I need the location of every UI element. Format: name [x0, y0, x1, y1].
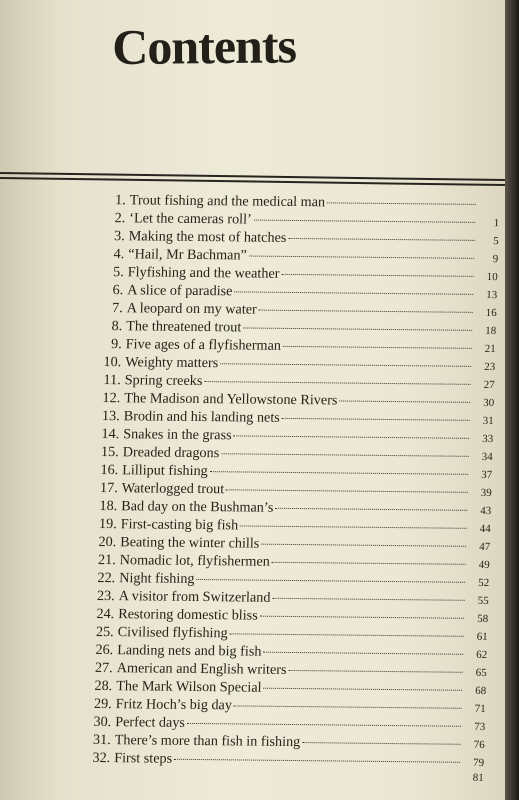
- toc-dot-leader: [234, 435, 470, 438]
- toc-entry-number: 27.: [94, 659, 113, 677]
- toc-entry-page: 39: [480, 486, 492, 500]
- toc-entry-number: 7.: [111, 300, 123, 317]
- toc-entry-page: 30: [483, 396, 495, 410]
- toc-entry-title: Perfect days: [114, 714, 186, 731]
- page-edge-shadow: [505, 0, 519, 800]
- page-title: Contents: [111, 17, 297, 75]
- toc-entry-title: Civilised flyfishing: [117, 624, 228, 642]
- toc-entry-title: First steps: [113, 750, 173, 767]
- toc-dot-leader: [327, 202, 476, 205]
- toc-entry-page: 62: [475, 648, 488, 662]
- toc-entry-number: 23.: [96, 587, 115, 605]
- toc-trailing-row: [87, 768, 483, 790]
- toc-entry-number: 3.: [113, 228, 125, 245]
- toc-entry-page: 79: [472, 756, 485, 770]
- toc-entry-number: 11.: [103, 372, 121, 389]
- toc-dot-leader: [272, 562, 466, 565]
- toc-entry-title: First-casting big fish: [120, 516, 239, 534]
- toc-entry-number: 10.: [103, 354, 122, 371]
- toc-entry-title: Weighty matters: [125, 354, 219, 372]
- toc-entry-page: 10: [486, 271, 498, 284]
- toc-entry-number: 26.: [95, 641, 114, 659]
- toc-entry-number: 16.: [100, 461, 119, 479]
- toc-dot-leader: [259, 310, 473, 313]
- toc-entry-number: 17.: [99, 479, 118, 497]
- toc-entry-number: 22.: [97, 569, 116, 587]
- toc-entry-page: 43: [480, 504, 492, 518]
- toc-entry-title: Brodin and his landing nets: [123, 408, 281, 426]
- toc-entry-page: 5: [493, 235, 499, 248]
- toc-entry-number: 15.: [100, 443, 119, 461]
- toc-dot-leader: [204, 381, 470, 385]
- toc-entry-page: 65: [475, 666, 487, 680]
- toc-dot-leader: [221, 453, 468, 457]
- toc-entry-title: The Madison and Yellowstone Rivers: [124, 390, 338, 409]
- toc-entry-title: “Hail, Mr Bachman”: [128, 246, 248, 264]
- toc-entry-title: A visitor from Switzerland: [118, 588, 271, 606]
- toc-dot-leader: [288, 670, 462, 673]
- toc-entry-page: 52: [478, 576, 490, 590]
- toc-dot-leader: [187, 723, 461, 727]
- toc-entry-number: 30.: [93, 713, 112, 731]
- toc-dot-leader: [264, 688, 463, 691]
- toc-entry-number: 2.: [114, 210, 126, 227]
- toc-entry-title: American and English writers: [116, 660, 287, 678]
- toc-entry-title: Night fishing: [118, 570, 195, 587]
- toc-entry-title: A leopard on my water: [126, 300, 257, 318]
- toc-entry-page: 47: [479, 540, 491, 554]
- toc-entry-number: 6.: [112, 282, 124, 299]
- toc-entry-title: Flyfishing and the weather: [127, 264, 280, 282]
- toc-dot-leader: [230, 633, 464, 636]
- toc-entry-title: ‘Let the cameras roll’: [129, 210, 252, 228]
- toc-dot-leader: [302, 742, 460, 745]
- toc-entry-number: 32.: [92, 749, 111, 767]
- toc-entry-page: 18: [485, 325, 497, 338]
- toc-entry-title: Trout fishing and the medical man: [129, 192, 326, 211]
- toc-trailing-page: 81: [472, 771, 484, 785]
- toc-entry-number: 29.: [93, 695, 112, 713]
- toc-dot-leader: [282, 418, 470, 421]
- toc-dot-leader: [288, 238, 474, 241]
- toc-entry-page: 23: [484, 360, 496, 374]
- toc-entry-page: 61: [476, 630, 488, 644]
- toc-dot-leader: [210, 471, 468, 475]
- toc-dot-leader: [220, 363, 471, 367]
- toc-dot-leader: [261, 544, 466, 547]
- toc-dot-leader: [174, 759, 460, 763]
- toc-dot-leader: [234, 291, 473, 295]
- toc-entry-page: 21: [484, 342, 496, 356]
- toc-dot-leader: [283, 346, 472, 349]
- toc-entry-number: 19.: [98, 515, 117, 533]
- toc-entry-page: 1: [493, 217, 500, 230]
- toc-entry-title: There’s more than fish in fishing: [114, 732, 301, 751]
- toc-dot-leader: [339, 400, 470, 402]
- toc-entry-title: Fritz Hoch’s big day: [115, 696, 233, 714]
- toc-dot-leader: [249, 256, 474, 259]
- toc-entry-page: 76: [473, 738, 485, 752]
- toc-entry-page: 55: [477, 594, 489, 608]
- toc-entry-number: 9.: [110, 336, 122, 353]
- toc-entry-title: The Mark Wilson Special: [115, 678, 262, 696]
- toc-entry-number: 5.: [112, 264, 124, 281]
- toc-entry-number: 18.: [99, 497, 118, 515]
- toc-dot-leader: [281, 274, 473, 277]
- toc-entry-number: 28.: [94, 677, 113, 695]
- toc-entry-number: 24.: [96, 605, 115, 623]
- toc-dot-leader: [226, 489, 468, 493]
- toc-entry-number: 20.: [98, 533, 117, 551]
- toc-entry-number: 8.: [111, 318, 123, 335]
- toc-entry-title: Beating the winter chills: [120, 534, 260, 552]
- toc-entry-number: 21.: [97, 551, 116, 569]
- toc-dot-leader: [196, 579, 465, 583]
- toc-entry-page: 73: [473, 720, 486, 734]
- toc-dot-leader: [234, 705, 462, 708]
- toc-entry-page: 44: [479, 522, 491, 536]
- toc-entry-page: 27: [483, 378, 495, 392]
- toc-entry-title: Five ages of a flyfisherman: [125, 336, 282, 354]
- toc-dot-leader: [260, 616, 465, 619]
- toc-entry-page: 31: [482, 414, 494, 428]
- toc-entry-title: Waterlogged trout: [121, 480, 225, 498]
- toc-entry-page: 37: [481, 468, 493, 482]
- toc-entry-title: A slice of paradise: [127, 282, 233, 300]
- toc-entry-page: 9: [492, 253, 499, 266]
- toc-entry-page: 71: [474, 702, 486, 716]
- toc-entry-title: Restoring domestic bliss: [117, 606, 258, 624]
- toc-dot-leader: [263, 652, 463, 655]
- toc-entry-number: 4.: [113, 246, 125, 263]
- toc-entry-number: 31.: [92, 731, 111, 749]
- toc-entry-number: 1.: [114, 192, 126, 209]
- toc-entry-title: Making the most of hatches: [128, 228, 287, 246]
- toc-entry-page: 13: [486, 289, 498, 302]
- toc-entry-title: Landing nets and big fish: [116, 642, 262, 660]
- toc-entry-number: 12.: [102, 389, 121, 407]
- toc-entry-page: 34: [481, 450, 493, 464]
- toc-entry-title: Dreaded dragons: [122, 444, 220, 462]
- toc-entry-title: The threatened trout: [126, 318, 242, 336]
- toc-entry-number: 13.: [101, 407, 120, 425]
- toc-entry-page: 58: [476, 612, 489, 626]
- toc-entry-title: Nomadic lot, flyfishermen: [119, 552, 271, 570]
- toc-entry-page: 68: [474, 684, 487, 698]
- toc-dot-leader: [272, 598, 464, 601]
- toc-entry-title: Snakes in the grass: [123, 426, 232, 444]
- toc-dot-leader: [240, 525, 467, 528]
- toc-entry-page: 16: [485, 307, 497, 320]
- toc-entry-title: Lilliput fishing: [122, 462, 208, 480]
- toc-entry-title: Spring creeks: [124, 372, 203, 390]
- toc-dot-leader: [275, 508, 467, 511]
- toc-entry-number: 25.: [95, 623, 114, 641]
- toc-entry-page: 49: [478, 558, 490, 572]
- toc-entry-page: 33: [482, 432, 494, 446]
- table-of-contents: [87, 192, 500, 790]
- toc-dot-leader: [243, 327, 472, 330]
- toc-entry-number: 14.: [101, 425, 120, 443]
- toc-entry-title: Bad day on the Bushman’s: [121, 498, 274, 516]
- toc-dot-leader: [254, 220, 476, 223]
